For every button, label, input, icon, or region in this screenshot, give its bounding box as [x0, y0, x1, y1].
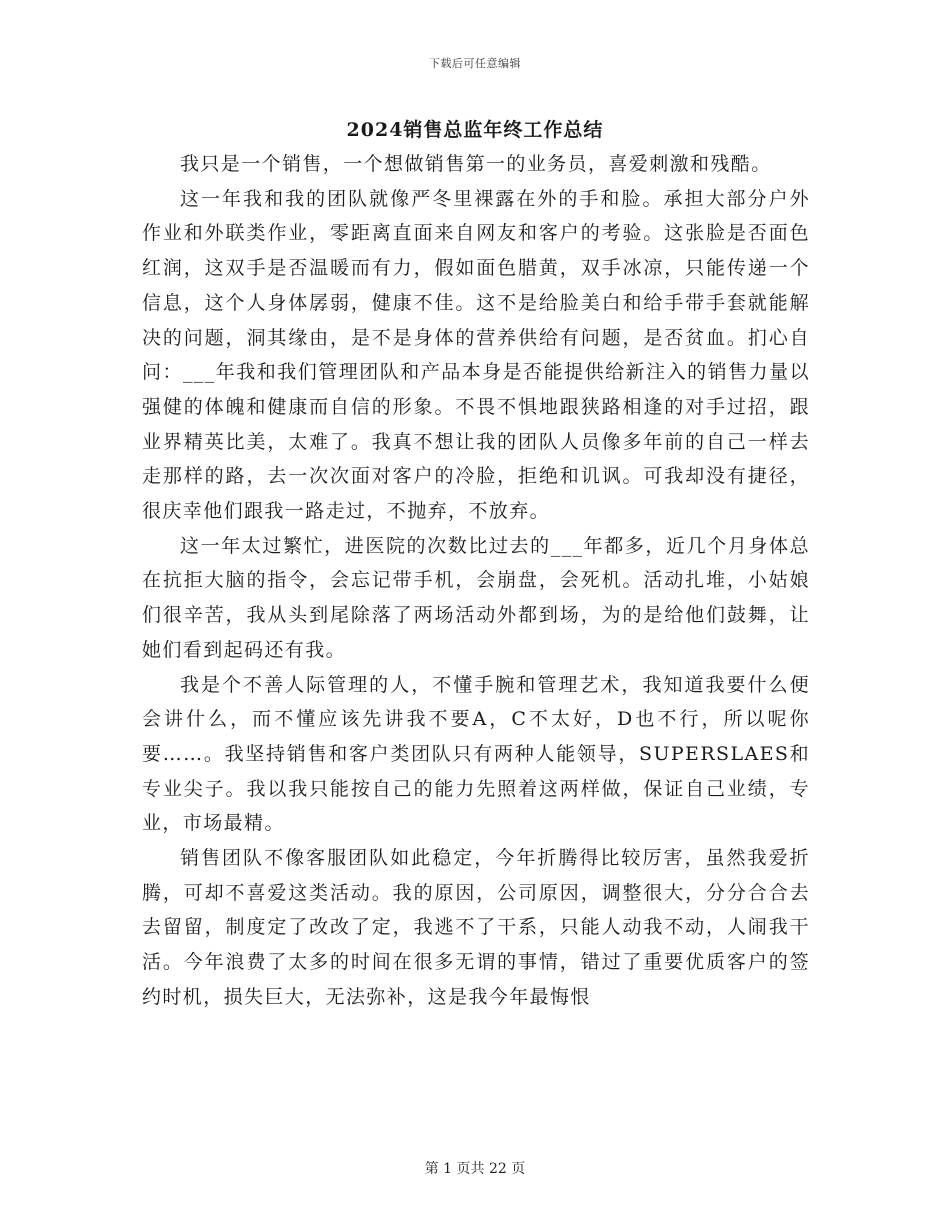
paragraph-5: 销售团队不像客服团队如此稳定，今年折腾得比较厉害，虽然我爱折腾，可却不喜爱这类活动。我的原因，公司原因，调整很大，分分合合去去留留，制度定了改改了定，我逃不了干系，只能人动我不动，人闹我干活。今年浪费了太多的时间在很多无谓的事情，错过了重要优质客户的签约时机，损失巨大，无法弥补，这是我今年最悔恨: [142, 847, 810, 1008]
paragraph-3: 这一年太过繁忙，进医院的次数比过去的___年都多，近几个月身体总在抗拒大脑的指令，会忘记带手机，会崩盘，会死机。活动扎堆，小姑娘们很辛苦，我从头到尾除落了两场活动外都到场，为的是给他们鼓舞，让她们看到起码还有我。: [142, 534, 810, 661]
document-title: 2024销售总监年终工作总结: [346, 119, 604, 141]
paragraph-1: 我只是一个销售，一个想做销售第一的业务员，喜爱刺激和残酷。: [180, 153, 772, 175]
page-header-note: 下载后可任意编辑: [429, 57, 521, 70]
document-body: [142, 147, 810, 1015]
paragraph-4: 我是个不善人际管理的人，不懂手腕和管理艺术，我知道我要什么便会讲什么，而不懂应该先讲我不要A，C不太好，D也不行，所以呢你要……。我坚持销售和客户类团队只有两种人能领导，SUPERSLAES和专业尖子。我以我只能按自己的能力先照着这两样做，保证自己业绩，专业，市场最精。: [142, 673, 810, 835]
page-number: 第 1 页共 22 页: [424, 1161, 526, 1177]
paragraph-2: 这一年我和我的团队就像严冬里裸露在外的手和脸。承担大部分户外作业和外联类作业，零距离直面来自网友和客户的考验。这张脸是否面色红润，这双手是否温暖而有力，假如面色腊黄，双手冰凉，只能传递一个信息，这个人身体孱弱，健康不佳。这不是给脸美白和给手带手套就能解决的问题，洞其缘由，是不是身体的营养供给有问题，是否贫血。扪心自问：___年我和我们管理团队和产品本身是否能提供给新注入的销售力量以强健的体魄和健康而自信的形象。不畏不惧地跟狭路相逢的对手过招，跟业界精英比美，太难了。我真不想让我的团队人员像多年前的自己一样去走那样的路，去一次次面对客户的冷脸，拒绝和讥讽。可我却没有捷径，很庆幸他们跟我一路走过，不抛弃，不放弃。: [142, 187, 810, 523]
